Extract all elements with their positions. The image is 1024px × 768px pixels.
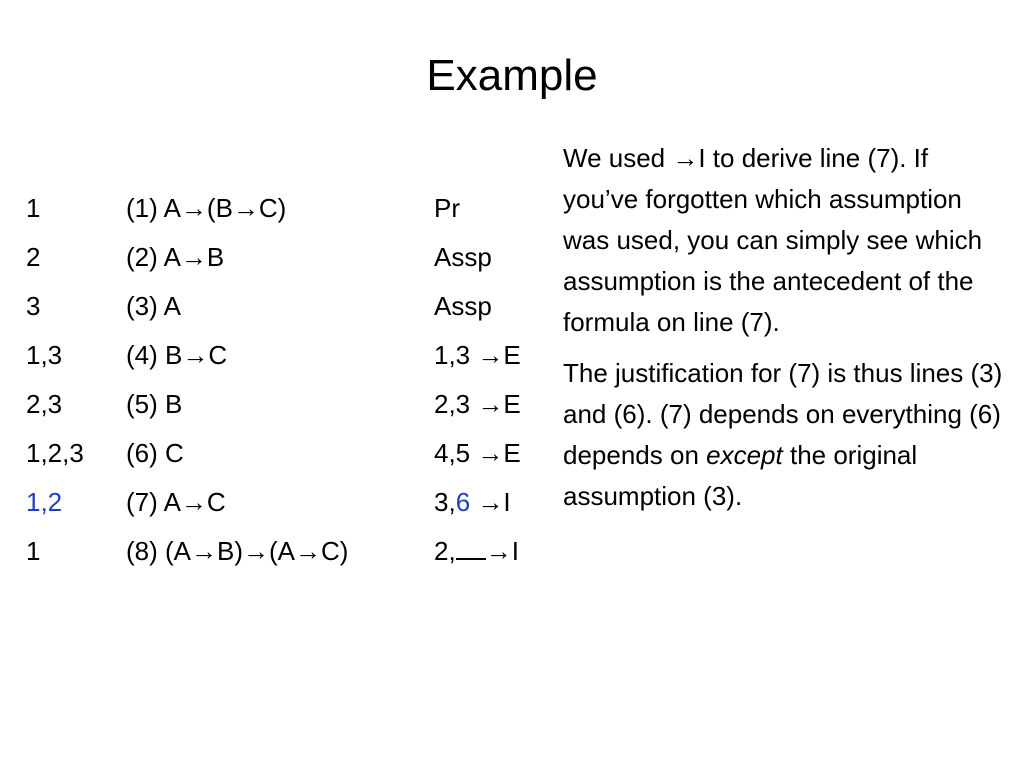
proof-row-7 <box>26 478 546 527</box>
proof-row-formula: (4) B→C <box>126 340 228 370</box>
explanation-paragraph-1: We used →I to derive line (7). If you’ve forgotten which assumption was used, you can simply see which assumption is the antecedent of the formula on line (7). <box>563 143 983 337</box>
proof-row-4 <box>26 331 546 380</box>
proof-row-3 <box>26 282 546 331</box>
justification-highlight: 6 <box>455 487 471 517</box>
proof-row-5 <box>26 380 546 429</box>
justification-blank <box>456 538 486 560</box>
justification-prefix: 3, <box>434 487 456 517</box>
proof-row-formula: (6) C <box>126 438 184 468</box>
proof-row-formula: (1) A→(B→C) <box>126 193 287 223</box>
proof-row-deps: 1 <box>26 193 41 223</box>
explanation-paragraph-2 <box>563 353 1003 517</box>
proof-row-justification: Assp <box>434 291 492 321</box>
justification-prefix: 2, <box>434 536 456 566</box>
proof-row-formula: (2) A→B <box>126 242 225 272</box>
proof-row-formula: (7) A→C <box>126 487 226 517</box>
justification-suffix: →I <box>485 536 519 566</box>
proof-row-8 <box>26 527 546 576</box>
explanation-text <box>563 138 1003 527</box>
proof-row-deps: 2,3 <box>26 389 63 419</box>
proof-row-justification: 2,3 →E <box>434 389 521 419</box>
explanation-paragraph-2-part-1: The justification for (7) is thus lines (3) and (6). (7) depends on everything (6) depends on <box>563 358 1003 470</box>
proof-row-6 <box>26 429 546 478</box>
proof-row-1 <box>26 184 546 233</box>
proof-row-deps: 1,3 <box>26 340 63 370</box>
proof-row-justification <box>434 527 519 576</box>
proof-row-2 <box>26 233 546 282</box>
proof-row-formula: (5) B <box>126 389 183 419</box>
proof-row-justification <box>434 478 511 527</box>
slide-title: Example <box>426 51 598 100</box>
proof-row-formula: (8) (A→B)→(A→C) <box>126 536 349 566</box>
proof-row-deps: 2 <box>26 242 41 272</box>
proof-row-deps: 1 <box>26 536 41 566</box>
proof-row-justification: Assp <box>434 242 492 272</box>
proof-table <box>26 184 546 576</box>
proof-row-justification: 4,5 →E <box>434 438 521 468</box>
justification-suffix: →I <box>470 487 511 517</box>
proof-row-formula: (3) A <box>126 291 181 321</box>
proof-row-deps-highlighted: 1,2 <box>26 487 63 517</box>
proof-row-justification: Pr <box>434 193 460 223</box>
explanation-paragraph-2-part-2: the original assumption (3). <box>563 440 918 511</box>
explanation-emphasis: except <box>706 440 783 470</box>
proof-row-justification: 1,3 →E <box>434 340 521 370</box>
proof-row-deps: 3 <box>26 291 41 321</box>
proof-row-deps: 1,2,3 <box>26 438 84 468</box>
